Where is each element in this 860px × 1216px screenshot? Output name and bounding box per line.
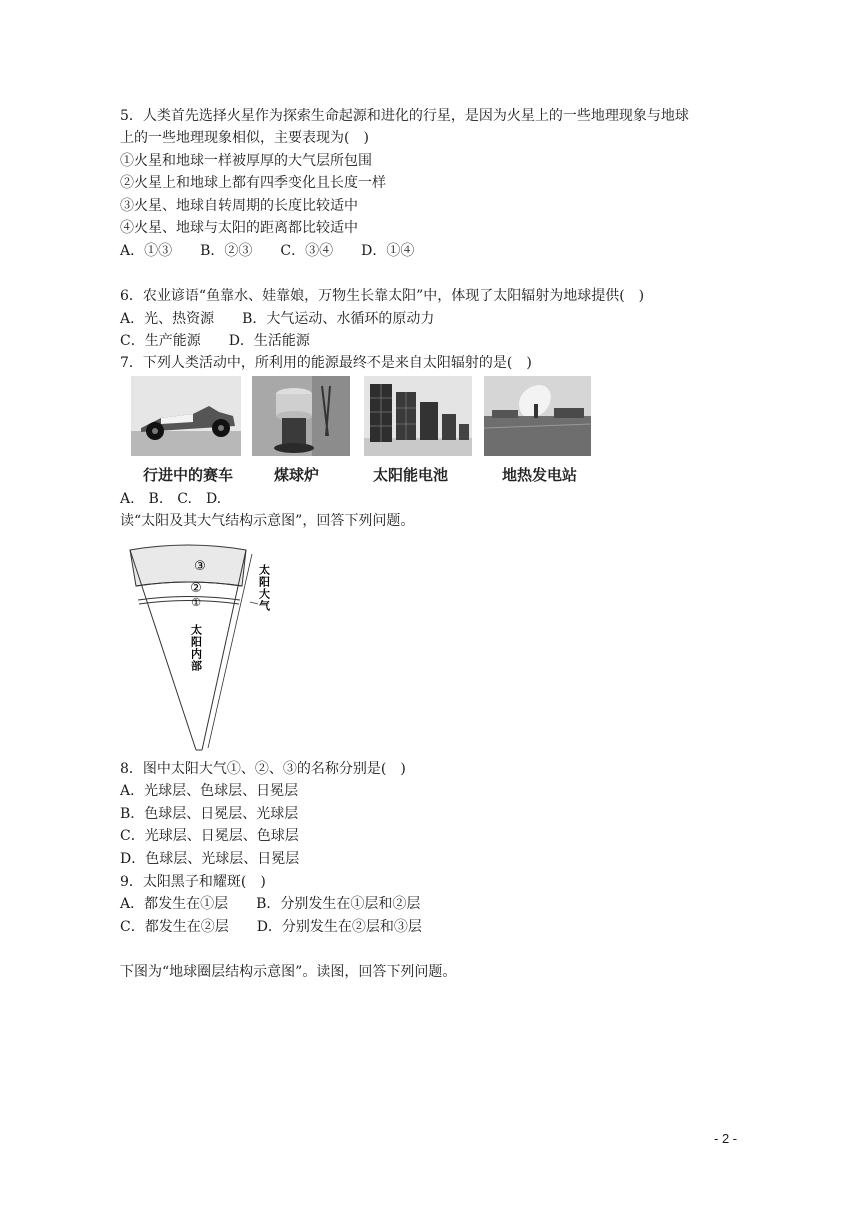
q9-options-line1: A．都发生在①层 B．分别发生在①层和②层 [120, 896, 421, 912]
sun-interior-label: 太阳内部 [189, 624, 203, 672]
layer-label-3: ③ [194, 559, 206, 574]
q5-stem-line2: 上的一些地理现象相似，主要表现为( ) [120, 130, 369, 146]
caption-coal-stove: 煤球炉 [274, 466, 320, 484]
q6-options-line1: A．光、热资源 B．大气运动、水循环的原动力 [120, 311, 435, 327]
q5-item-3: ③火星、地球自转周期的长度比较适中 [120, 198, 358, 214]
q5-options: A．①③ B．②③ C．③④ D．①④ [120, 243, 415, 259]
solar-cell-photo [364, 376, 472, 456]
racing-car-photo [131, 376, 241, 456]
q7-options: A. B. C. D. [120, 491, 222, 507]
sun-atmosphere-label: 太阳大气 [257, 564, 271, 612]
layer-label-1: ① [191, 596, 201, 609]
sun-structure-diagram [126, 544, 276, 756]
q6-stem: 6．农业谚语“鱼靠水、娃靠娘，万物生长靠太阳”中，体现了太阳辐射为地球提供( ) [120, 288, 645, 304]
q5-item-2: ②火星上和地球上都有四季变化且长度一样 [120, 175, 386, 191]
q5-item-1: ①火星和地球一样被厚厚的大气层所包围 [120, 153, 372, 169]
q9-stem: 9．太阳黑子和耀斑( ) [120, 874, 266, 890]
caption-geothermal-plant: 地热发电站 [502, 466, 578, 484]
q5-item-4: ④火星、地球与太阳的距离都比较适中 [120, 220, 358, 236]
q9-options-line2: C．都发生在②层 D．分别发生在②层和③层 [120, 919, 422, 935]
geothermal-plant-photo [484, 376, 591, 456]
q8-stem: 8．图中太阳大气①、②、③的名称分别是( ) [120, 761, 406, 777]
page-number: - 2 - [714, 1131, 738, 1146]
q5-stem-line1: 5．人类首先选择火星作为探索生命起源和进化的行星，是因为火星上的一些地理现象与地球 [120, 108, 689, 124]
q8-option-c: C．光球层、日冕层、色球层 [120, 828, 299, 844]
q8-option-d: D．色球层、光球层、日冕层 [120, 851, 300, 867]
q8-option-a: A．光球层、色球层、日冕层 [120, 783, 299, 799]
caption-solar-cell: 太阳能电池 [373, 466, 449, 484]
coal-stove-photo [252, 376, 350, 456]
q7-photo-row [131, 376, 591, 488]
layer-label-2: ② [190, 581, 202, 596]
q6-options-line2: C．生产能源 D．生活能源 [120, 333, 310, 349]
intro-sun-diagram: 读“太阳及其大气结构示意图”，回答下列问题。 [120, 513, 415, 529]
caption-racing-car: 行进中的赛车 [143, 466, 234, 484]
q8-option-b: B．色球层、日冕层、光球层 [120, 806, 299, 822]
q7-stem: 7．下列人类活动中，所利用的能源最终不是来自太阳辐射的是( ) [120, 355, 532, 371]
intro-earth-diagram: 下图为“地球圈层结构示意图”。读图，回答下列问题。 [120, 964, 457, 980]
